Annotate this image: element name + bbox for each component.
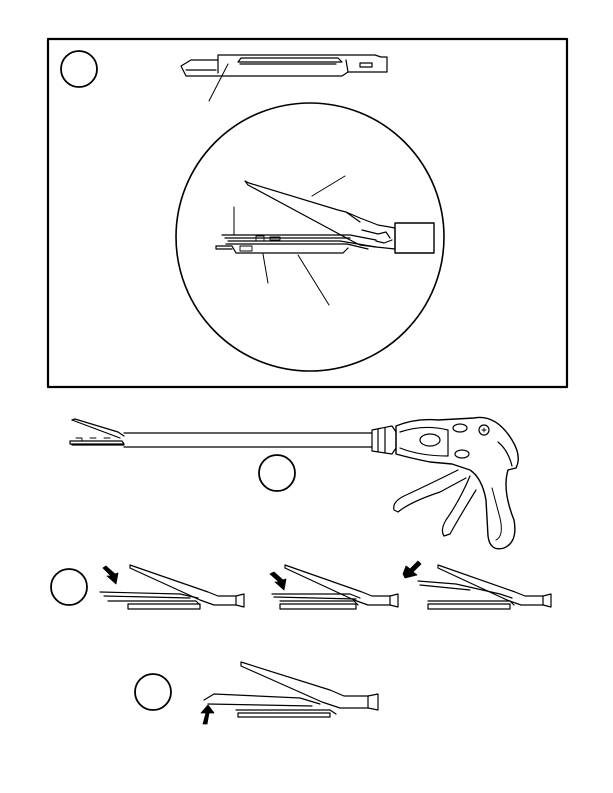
step-badge-panel [61, 51, 97, 87]
loading-sequence [51, 561, 551, 609]
arrow-up-left [403, 561, 421, 578]
callout-leader-cartridge-body [263, 254, 268, 283]
stapler-device-overview [70, 417, 518, 548]
loading-frame-1 [100, 565, 244, 609]
rotation-knob [372, 426, 396, 454]
detail-magnifier-circle [176, 103, 444, 371]
step-badge-release [135, 674, 171, 710]
loading-frame-2 [270, 565, 398, 609]
arrow-down-right [270, 572, 286, 590]
callout-leader-anvil [312, 176, 345, 196]
step-badge-loading [51, 569, 87, 605]
callout-leader-channel [298, 255, 329, 305]
step-badge-device [259, 455, 295, 491]
release-jaw-assembly [201, 662, 378, 724]
cartridge-top-view [181, 55, 387, 101]
firing-trigger [394, 470, 476, 536]
release-step [135, 662, 378, 724]
instruction-panel [48, 39, 567, 387]
panel-frame [48, 39, 567, 387]
device-jaw-tip [70, 419, 124, 445]
arrow-up [201, 705, 214, 724]
loading-frame-3 [403, 561, 551, 609]
arrow-down-right [103, 566, 118, 584]
device-shaft [124, 433, 372, 447]
